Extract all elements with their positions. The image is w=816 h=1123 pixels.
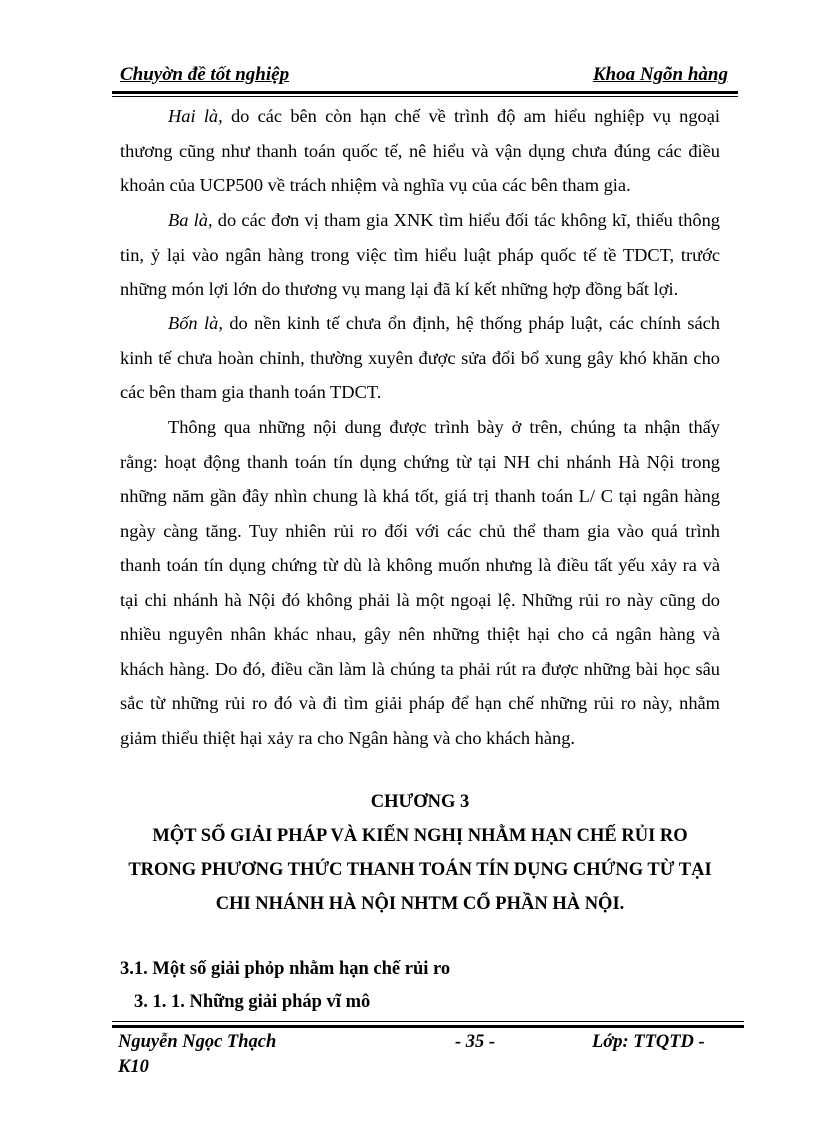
- text-line: khách hàng. Do đó, điều cần làm là chúng ta phải rút ra được những bài học sâu: [120, 658, 720, 679]
- paragraph-hai-la: [120, 99, 720, 203]
- text-line: Ba là, do các đơn vị tham gia XNK tìm hiểu đối tác không kĩ, thiếu thông: [168, 210, 720, 230]
- text-line: nhiều nguyên nhân khác nhau, gây nên những thiệt hại cho cả ngân hàng và: [120, 624, 720, 644]
- text-line: ngày càng tăng. Tuy nhiên rủi ro đối với các chủ thể tham gia vào quá trình: [120, 520, 720, 541]
- text-line: tại chi nhánh hà Nội đó không phải là một ngoại lệ. Những rủi ro này cũng do: [120, 589, 720, 610]
- paragraph-bon-la: [120, 306, 720, 410]
- text-line: khoản của UCP500 về trách nhiệm và nghĩa vụ của các bên tham gia.: [120, 175, 631, 195]
- section-heading-3-1-1: 3. 1. 1. Những giải pháp vĩ mô: [134, 992, 371, 1012]
- text-line: những món lợi lớn do thương vụ mang lại đã kí kết những hợp đồng bất lợi.: [120, 279, 679, 299]
- text-line: Thông qua những nội dung được trình bày ở trên, chúng ta nhận thấy: [168, 417, 720, 437]
- text-line: sắc từ những rủi ro đó và đi tìm giải pháp để hạn chế những rủi ro này, nhằm: [120, 693, 720, 713]
- text-line: giảm thiểu thiệt hại xảy ra cho Ngân hàng và cho khách hàng.: [120, 727, 576, 748]
- header-rule: [112, 91, 738, 94]
- chapter-title-line: CHI NHÁNH HÀ NỘI NHTM CỔ PHẦN HÀ NỘI.: [215, 894, 625, 914]
- paragraph-lead: Ba là,: [168, 210, 213, 230]
- footer-rule: [112, 1025, 744, 1028]
- footer-author: Nguyễn Ngọc Thạch K10: [118, 1032, 277, 1077]
- paragraph-ba-la: [120, 203, 720, 307]
- text-line: các bên tham gia thanh toán TDCT.: [120, 382, 382, 402]
- text-line: những năm gần đây nhìn chung là khá tốt, giá trị thanh toán L/ C tại ngân hàng: [120, 486, 720, 506]
- text-line: kinh tế chưa hoàn chỉnh, thường xuyên được sửa đổi bổ xung gây khó khăn cho: [120, 347, 720, 368]
- text-line: thương cũng như thanh toán quốc tế, nê hiểu và vận dụng chưa đúng các điều: [120, 140, 720, 161]
- header-rule-thin: [112, 96, 738, 97]
- header-department: Khoa Ngõn hàng: [592, 64, 728, 85]
- page-header: [118, 62, 732, 90]
- paragraph-lead: Hai là,: [168, 106, 223, 126]
- paragraph-lead: Bốn là,: [168, 313, 223, 333]
- paragraph-thong-qua: [120, 410, 720, 755]
- chapter-heading: [110, 785, 730, 921]
- chapter-title-line: MỘT SỐ GIẢI PHÁP VÀ KIẾN NGHỊ NHẰM HẠN CHẾ RỦI RO: [152, 826, 688, 846]
- chapter-title-line: TRONG PHƯƠNG THỨC THANH TOÁN TÍN DỤNG CHỨNG TỪ TẠI: [128, 860, 712, 880]
- page-number: - 35 -: [455, 1032, 496, 1052]
- footer-rule-thin: [112, 1021, 744, 1022]
- chapter-number: CHƯƠNG 3: [370, 792, 470, 812]
- footer-class: Lớp: TTQTD -: [592, 1032, 705, 1052]
- text-line: rằng: hoạt động thanh toán tín dụng chứng từ tại NH chi nhánh Hà Nội trong: [120, 451, 720, 472]
- text-line: tin, ỷ lại vào ngân hàng trong việc tìm hiểu luật pháp quốc tế tề TDCT, trước: [120, 244, 720, 265]
- text-line: thanh toán tín dụng chứng từ dù là không muốn nhưng là điều tất yếu xảy ra và: [120, 555, 720, 575]
- text-line: Hai là, do các bên còn hạn chế về trình độ am hiểu nghiệp vụ ngoại: [168, 106, 720, 126]
- header-title: Chuyờn đề tốt nghiệp: [120, 64, 290, 85]
- section-heading-3-1: 3.1. Một số giải phỏp nhằm hạn chế rủi ro: [120, 959, 451, 979]
- text-line: Bốn là, do nền kinh tế chưa ổn định, hệ thống pháp luật, các chính sách: [168, 313, 720, 333]
